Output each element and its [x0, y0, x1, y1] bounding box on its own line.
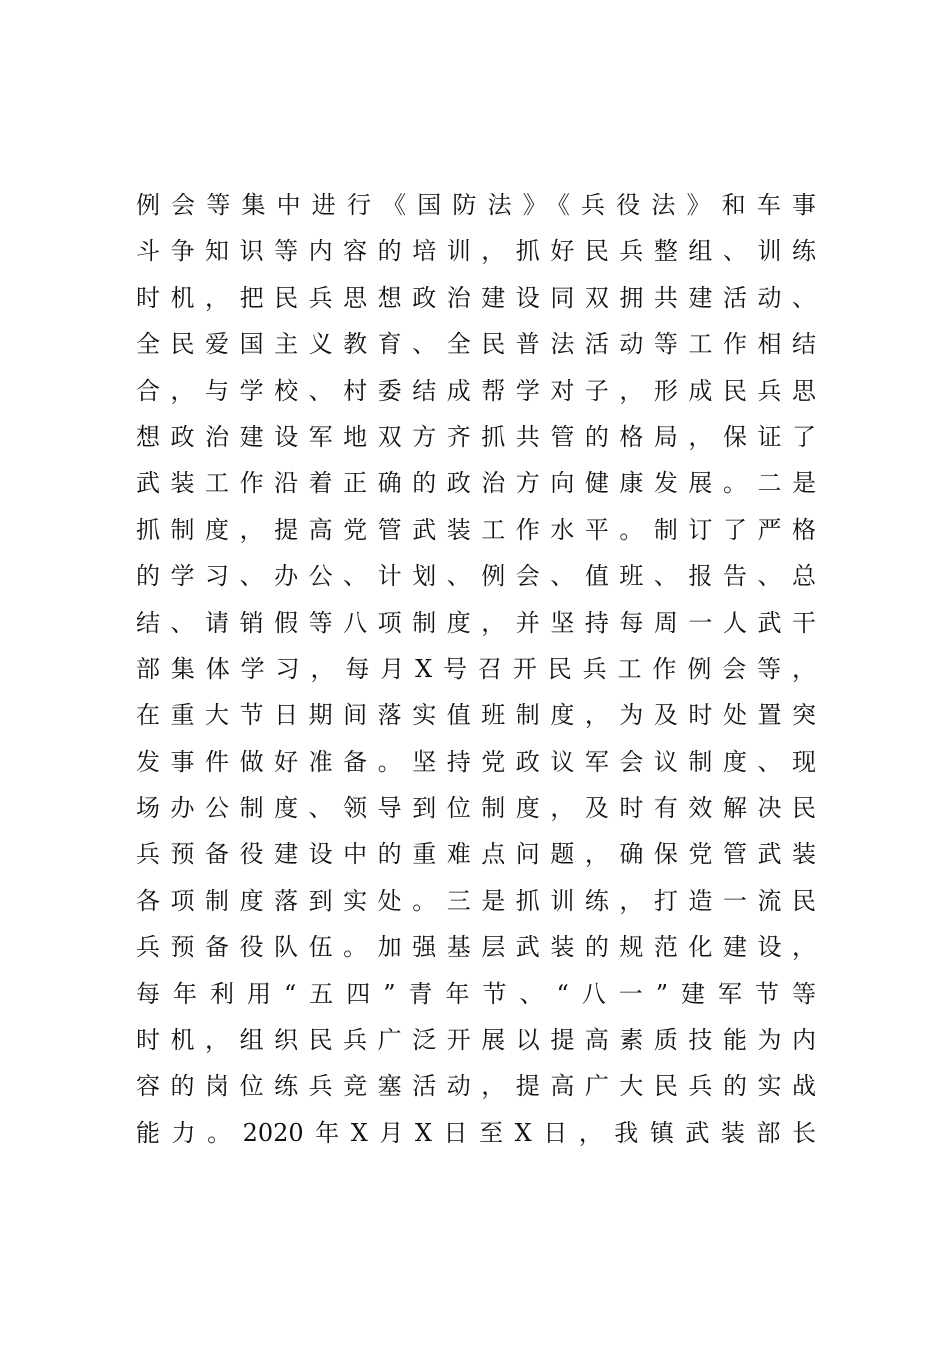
- text-line: 时机，把民兵思想政治建设同双拥共建活动、: [136, 283, 816, 312]
- text-line: 容的岗位练兵竞塞活动，提高广大民兵的实战: [136, 1072, 816, 1101]
- text-line: 兵预备役队伍。加强基层武装的规范化建设，: [136, 933, 816, 962]
- text-line: 的学习、办公、计划、例会、值班、报告、总: [136, 562, 816, 591]
- body-paragraph: [136, 182, 816, 1156]
- text-line: 能力。2020年X月X日至X日，我镇武装部长: [136, 1118, 816, 1147]
- text-line: 场办公制度、领导到位制度，及时有效解决民: [136, 794, 816, 823]
- text-line: 结、请销假等八项制度，并坚持每周一人武干: [136, 608, 816, 637]
- text-line: 部集体学习，每月X号召开民兵工作例会等，: [136, 654, 816, 683]
- text-line: 合，与学校、村委结成帮学对子，形成民兵思: [136, 376, 816, 405]
- text-line: 兵预备役建设中的重难点问题，确保党管武装: [136, 840, 816, 869]
- text-line: 斗争知识等内容的培训，抓好民兵整组、训练: [136, 237, 816, 266]
- text-line: 全民爱国主义教育、全民普法活动等工作相结: [136, 330, 816, 359]
- text-line: 例会等集中进行《国防法》《兵役法》和车事: [136, 191, 816, 219]
- text-line: 各项制度落到实处。三是抓训练，打造一流民: [136, 886, 816, 915]
- text-line: 每年利用“五四”青年节、“八一”建军节等: [136, 979, 816, 1008]
- text-line: 时机，组织民兵广泛开展以提高素质技能为内: [136, 1026, 816, 1055]
- text-line: 在重大节日期间落实值班制度，为及时处置突: [136, 701, 816, 730]
- text-line: 发事件做好准备。坚持党政议军会议制度、现: [136, 747, 816, 776]
- text-line: 抓制度，提高党管武装工作水平。制订了严格: [136, 515, 816, 544]
- text-line: 想政治建设军地双方齐抓共管的格局，保证了: [136, 422, 816, 451]
- text-line: 武装工作沿着正确的政治方向健康发展。二是: [136, 469, 816, 498]
